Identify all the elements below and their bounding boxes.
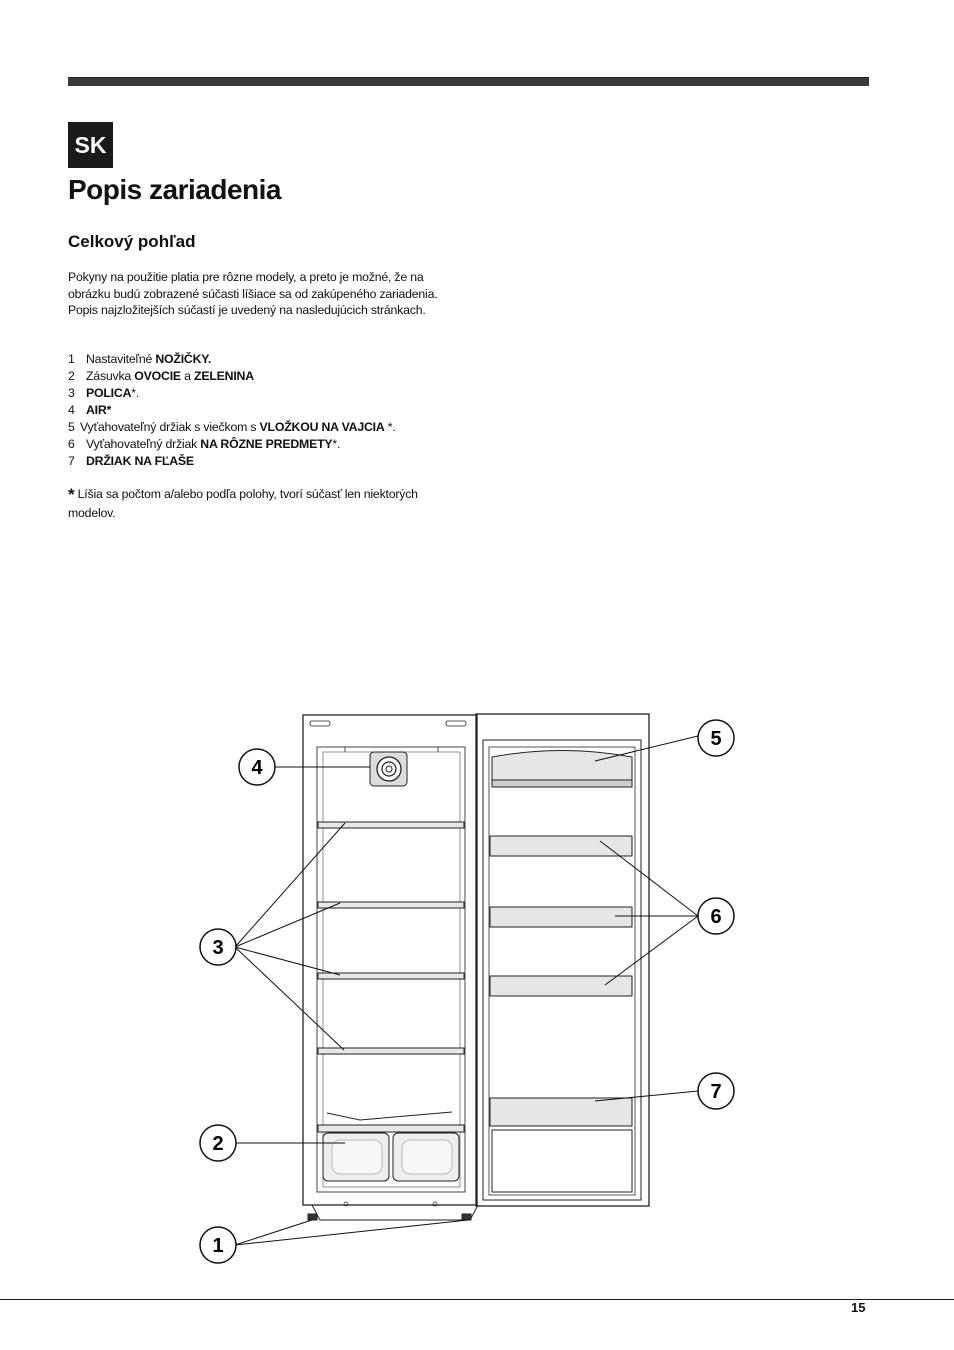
list-item: 7 DRŽIAK NA FĽAŠE <box>68 454 194 468</box>
callout-6 <box>698 898 734 934</box>
callout-5 <box>698 720 734 756</box>
callout-1 <box>200 1227 236 1263</box>
callout-4 <box>239 749 275 785</box>
svg-text:5: 5 <box>710 728 722 750</box>
list-item: 2 Zásuvka OVOCIE a ZELENINA <box>68 369 254 383</box>
header-rule <box>68 77 869 86</box>
callout-3 <box>200 929 236 965</box>
door-bottom-bin <box>492 1130 632 1192</box>
svg-text:6: 6 <box>710 906 722 928</box>
air-unit <box>370 752 407 786</box>
svg-text:1: 1 <box>212 1235 224 1257</box>
svg-text:3: 3 <box>212 937 224 959</box>
callout-7 <box>698 1073 734 1109</box>
door-racks <box>490 751 632 1127</box>
cabinet-shelves <box>318 822 464 1054</box>
parts-list <box>68 351 396 470</box>
svg-text:2: 2 <box>212 1133 224 1155</box>
svg-text:4: 4 <box>251 757 263 779</box>
svg-text:7: 7 <box>710 1081 722 1103</box>
door <box>476 714 649 1206</box>
page-number: 15 <box>851 1300 866 1315</box>
page-title: Popis zariadenia <box>68 174 281 205</box>
feet <box>308 1214 471 1220</box>
intro-paragraph: Pokyny na použitie platia pre rôzne modely, a preto je možné, že na obrázku budú zobrazené súčasti líšiace sa od zakúpeného zariadenia. Popis najzložitejších súčastí je uvedený na nasledujúcich stránkach. <box>68 270 438 317</box>
footer-rule <box>0 1299 954 1300</box>
language-badge: SK <box>68 122 113 168</box>
refrigerator-diagram <box>190 700 750 1280</box>
footnote: * Líšia sa počtom a/alebo podľa polohy, tvorí súčasť len niektorých modelov. <box>68 485 418 520</box>
asterisk-mark: * <box>68 485 75 504</box>
section-heading: Celkový pohľad <box>68 232 196 251</box>
list-item: 1 Nastaviteľné NOŽIČKY. <box>68 352 212 366</box>
list-item: 4 AIR* <box>68 403 112 417</box>
callout-2 <box>200 1125 236 1161</box>
list-item: 6 Vyťahovateľný držiak NA RÔZNE PREDMETY*. <box>68 437 341 451</box>
list-item: 3 POLICA*. <box>68 386 140 400</box>
list-item: 5 Vyťahovateľný držiak s viečkom s VLOŽKOU NA VAJCIA *. <box>68 420 396 434</box>
crisper-drawers <box>318 1112 464 1181</box>
